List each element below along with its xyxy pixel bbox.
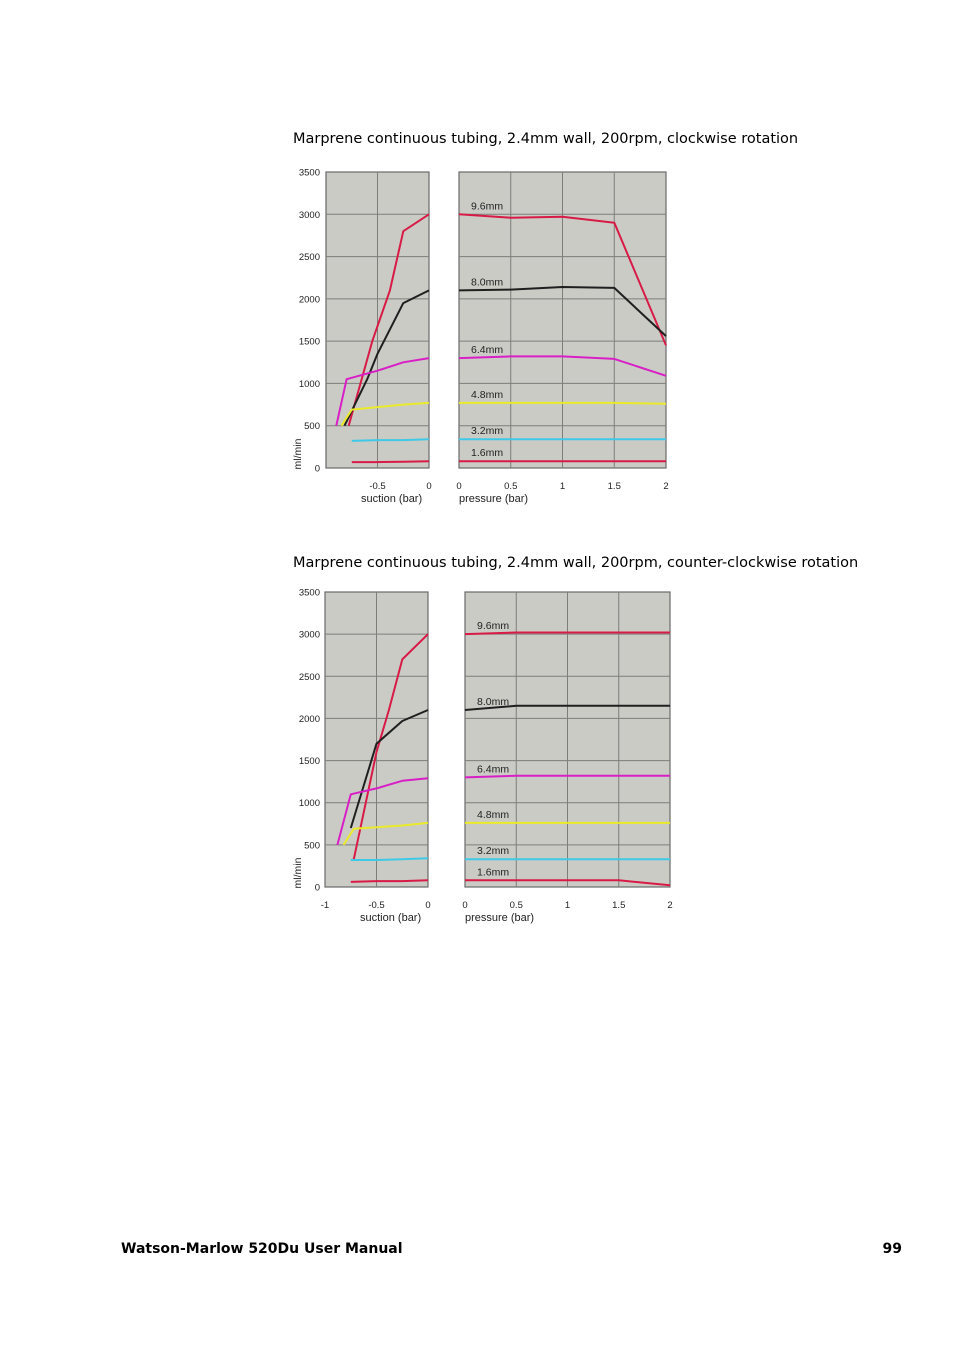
chart-counter-clockwise-svg — [285, 580, 685, 930]
series-label: 8.0mm — [477, 696, 510, 708]
y-tick-label: 2000 — [298, 713, 320, 725]
x-axis-label-suction: suction (bar) — [360, 912, 422, 924]
x-tick-label: 0 — [425, 900, 431, 911]
x-tick-label: 1.5 — [612, 900, 626, 911]
x-axis-label-pressure: pressure (bar) — [459, 493, 529, 505]
x-tick-label: 0.5 — [504, 481, 518, 492]
y-tick-label: 3500 — [298, 587, 320, 599]
y-tick-label: 3000 — [298, 629, 320, 641]
x-tick-label: 2 — [667, 900, 673, 911]
y-axis-label: ml/min — [292, 438, 304, 470]
x-axis-label-pressure: pressure (bar) — [465, 912, 535, 924]
x-tick-label: 1.5 — [607, 481, 621, 492]
series-label: 1.6mm — [477, 866, 510, 879]
x-tick-label: -0.5 — [368, 900, 385, 911]
y-tick-label: 3000 — [298, 209, 320, 221]
x-tick-label: 1 — [559, 481, 566, 492]
x-tick-label: 0 — [462, 900, 468, 911]
x-tick-label: 0 — [426, 481, 432, 492]
chart-caption-counter-clockwise: Marprene continuous tubing, 2.4mm wall, 200rpm, counter-clockwise rotation — [293, 555, 859, 571]
chart-clockwise-svg — [285, 160, 685, 510]
series-label: 9.6mm — [471, 200, 504, 213]
series-label: 3.2mm — [477, 845, 510, 858]
y-tick-label: 1500 — [298, 336, 320, 348]
series-label: 3.2mm — [471, 425, 504, 438]
y-tick-label: 2000 — [298, 294, 320, 306]
series-label: 1.6mm — [471, 447, 504, 460]
y-tick-label: 500 — [304, 840, 320, 852]
x-tick-label: 0.5 — [509, 900, 523, 911]
chart-counter-clockwise — [285, 580, 685, 930]
x-tick-label: 2 — [663, 481, 669, 492]
footer-manual-title: Watson-Marlow 520Du User Manual — [121, 1241, 403, 1257]
x-tick-label: 1 — [564, 900, 571, 911]
y-tick-label: 2500 — [298, 252, 320, 264]
y-tick-label: 3500 — [298, 167, 320, 179]
series-line-1-6mm — [352, 461, 429, 462]
y-axis-label: ml/min — [292, 857, 304, 889]
series-label: 4.8mm — [471, 388, 504, 401]
x-tick-label: -0.5 — [369, 481, 386, 492]
series-line-1-6mm — [351, 880, 428, 882]
chart-clockwise — [285, 160, 685, 510]
series-label: 8.0mm — [471, 276, 504, 289]
footer-page-number: 99 — [882, 1241, 902, 1257]
series-line-4-8mm — [459, 403, 666, 404]
y-tick-label: 1500 — [298, 756, 320, 768]
series-label: 9.6mm — [477, 620, 510, 633]
x-axis-label-suction: suction (bar) — [361, 493, 423, 505]
y-tick-label: 0 — [314, 463, 320, 475]
y-tick-label: 500 — [304, 421, 320, 433]
series-label: 4.8mm — [477, 808, 510, 821]
series-label: 6.4mm — [471, 344, 504, 357]
chart-caption-clockwise: Marprene continuous tubing, 2.4mm wall, 200rpm, clockwise rotation — [293, 131, 799, 147]
y-tick-label: 1000 — [298, 378, 320, 390]
series-label: 6.4mm — [477, 763, 510, 776]
x-tick-label: -1 — [320, 900, 330, 911]
y-tick-label: 2500 — [298, 671, 320, 683]
y-tick-label: 0 — [314, 882, 320, 894]
x-tick-label: 0 — [456, 481, 462, 492]
y-tick-label: 1000 — [298, 798, 320, 810]
